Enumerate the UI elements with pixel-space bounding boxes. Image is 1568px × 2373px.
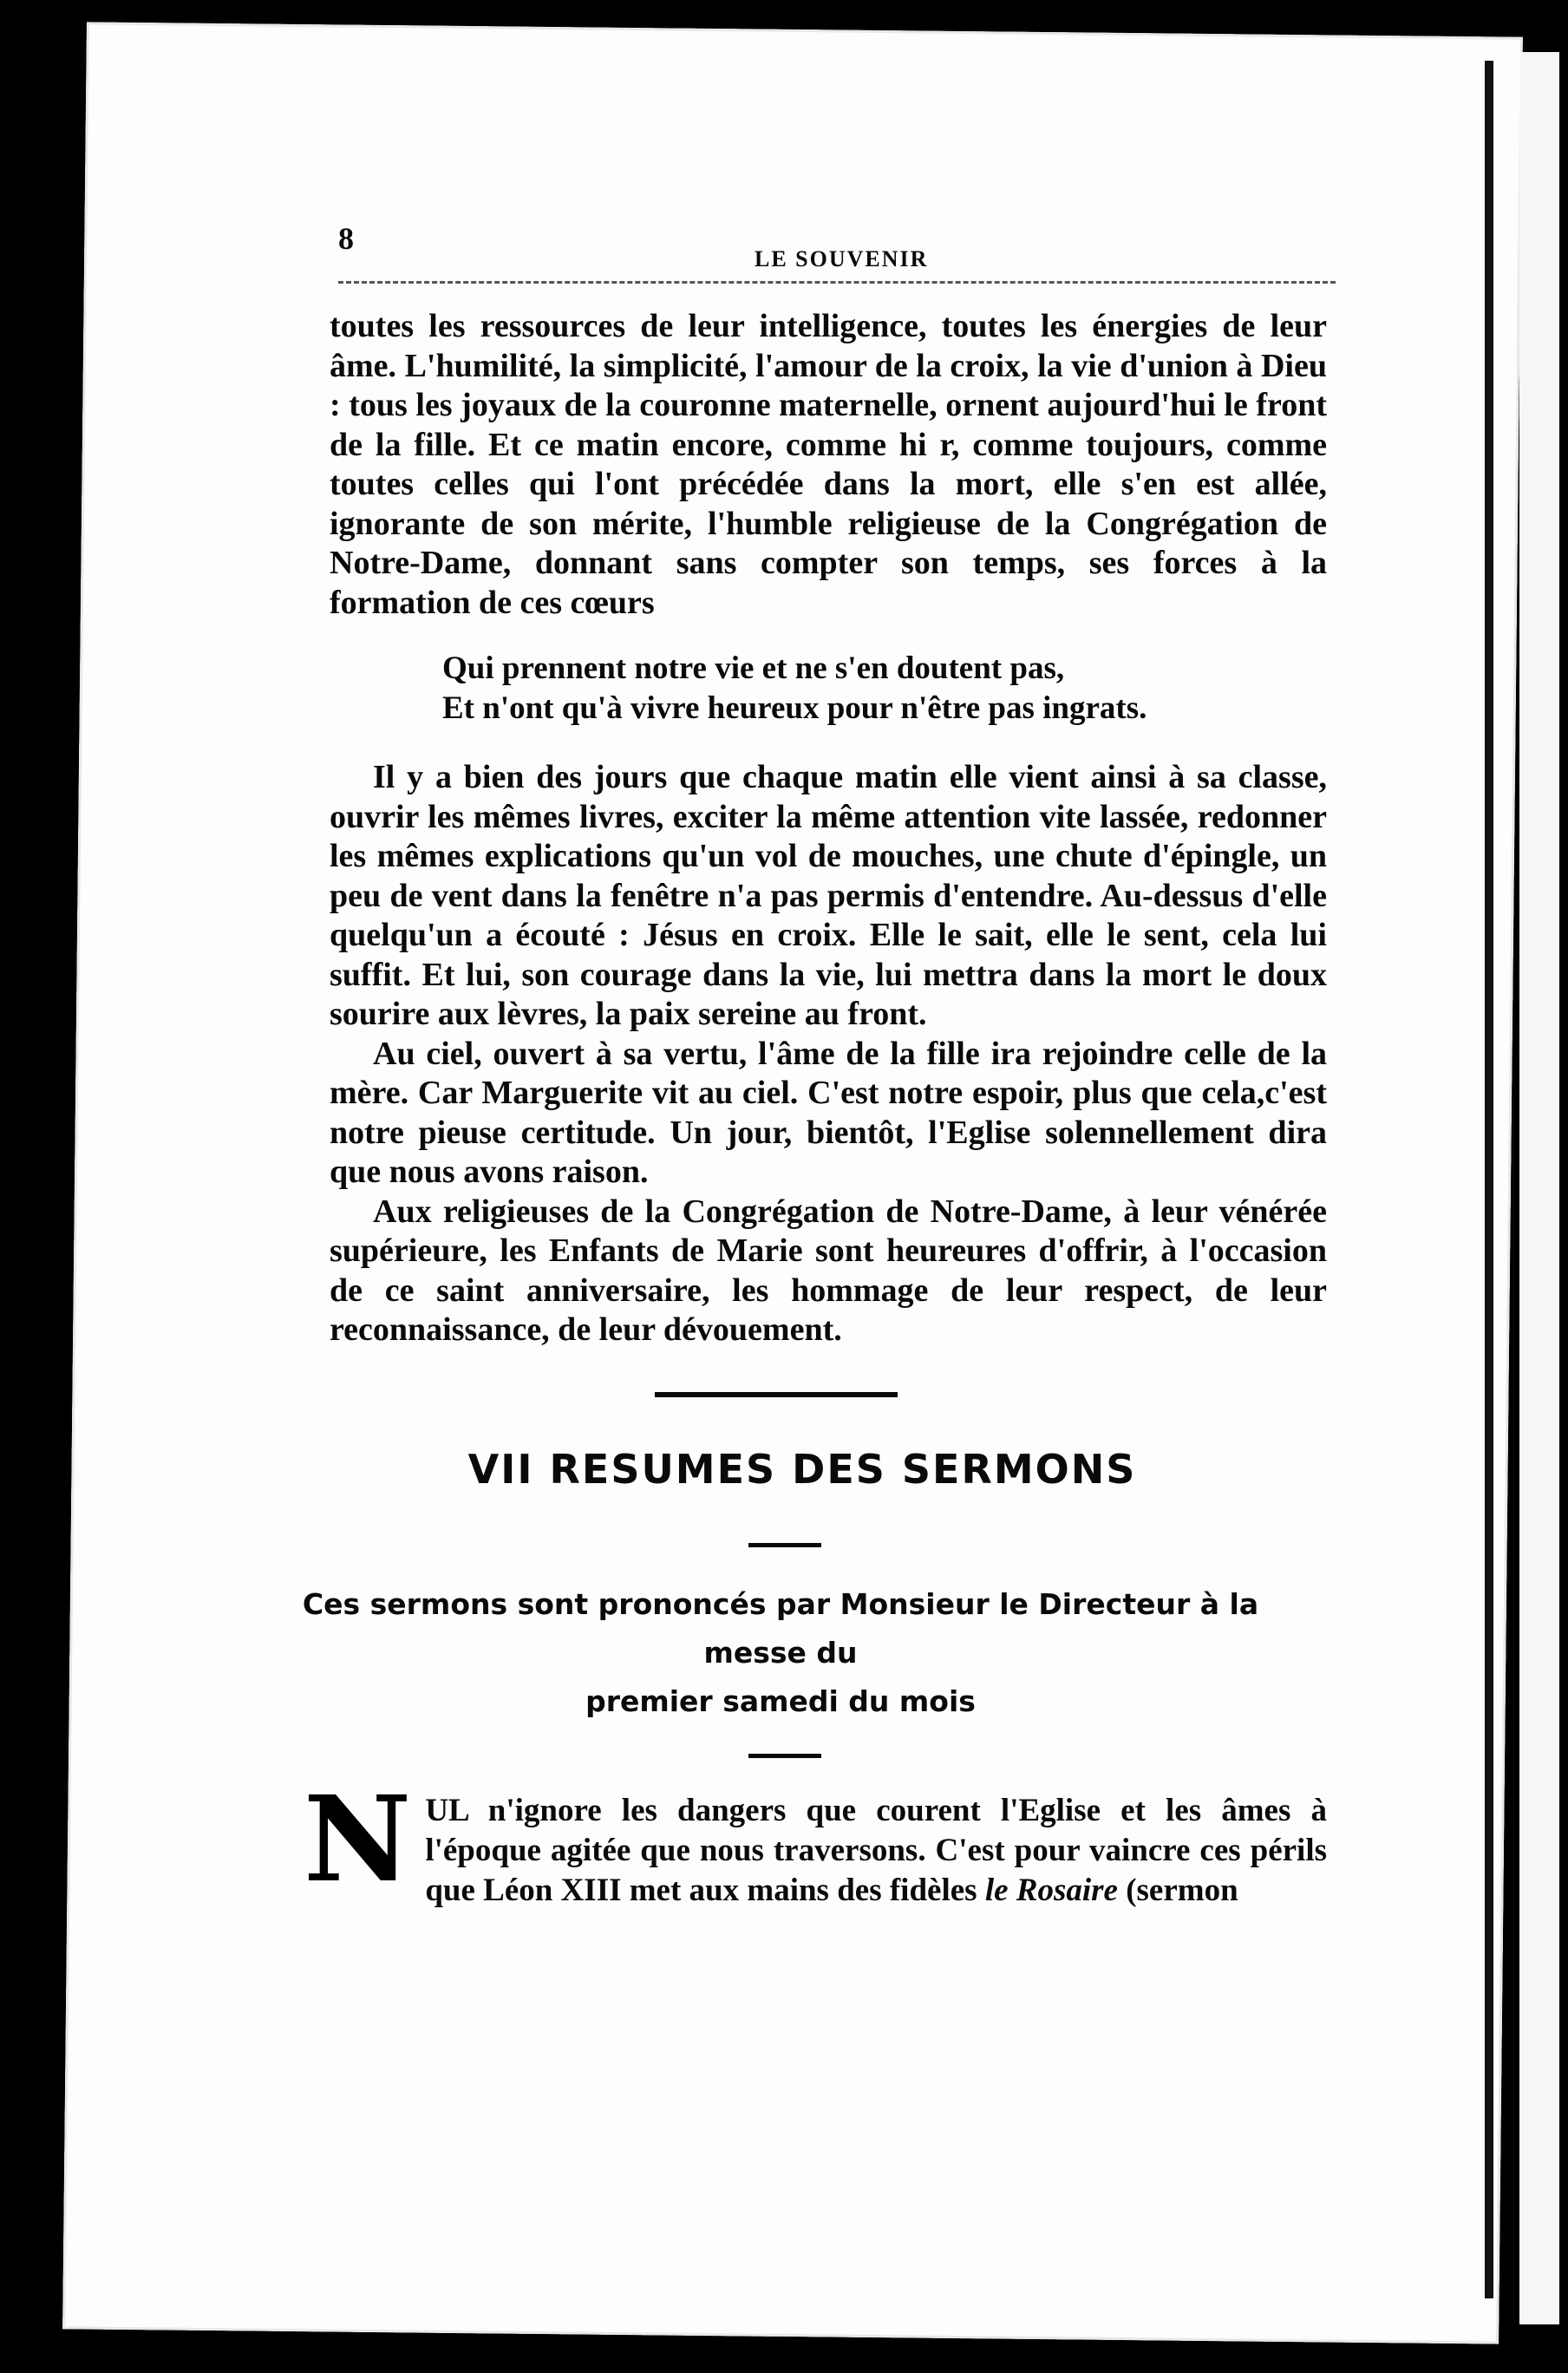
section-heading: VII RESUMES DES SERMONS xyxy=(467,1445,1137,1493)
adjacent-page xyxy=(1519,52,1559,2324)
header-rule xyxy=(338,281,1336,284)
running-head xyxy=(252,208,1327,276)
page-body xyxy=(252,276,1327,1911)
verse-quote xyxy=(442,649,1327,729)
opening-italic: le Rosaire xyxy=(984,1872,1118,1908)
subtitle-line: premier samedi du mois xyxy=(585,1683,976,1718)
running-title: LE SOUVENIR xyxy=(755,246,929,271)
verse-line: Qui prennent notre vie et ne s'en doutent pas, xyxy=(442,650,1065,686)
page-content xyxy=(252,208,1327,1911)
drop-cap-initial: N xyxy=(304,1769,412,1909)
sermon-opening-paragraph xyxy=(304,1769,1327,1911)
paragraph: Il y a bien des jours que chaque matin elle vient ainsi à sa classe, ouvrir les mêmes livres, exciter la même attention vite lassée, redonner les mêmes explications qu'un vol de mouches, une chute d'épingle, un peu de vent dans la fenêtre n'a pas permis d'entendre. Au-dessus d'elle quelqu'un a écouté : Jésus en croix. Elle le sait, elle le sent, cela lui suffit. Et lui, son courage dans la vie, lui mettra dans la mort le doux sourire aux lèvres, la paix sereine au front. xyxy=(330,759,1327,1032)
section-subtitle xyxy=(269,1580,1292,1726)
paragraph: Aux religieuses de la Congrégation de Notre-Dame, à leur vénérée supérieure, les Enfants de Marie sont heureures d'offrir, à l'occasion de ce saint anniversaire, les hommage de leur respect, de leur reconnaissance, de leur dévouement. xyxy=(330,1193,1327,1348)
verse-line: Et n'ont qu'à vivre heureux pour n'être pas ingrats. xyxy=(442,690,1147,726)
paragraph-continued: toutes les ressources de leur intelligence, toutes les énergies de leur âme. L'humilité, la simplicité, l'amour de la croix, la vie d'union à Dieu : tous les joyaux de la couronne maternelle, ornent aujourd'hui le front de la fille. Et ce matin encore, comme hi r, comme toujours, comme toutes celles qui l'ont précédée dans la mort, elle s'en est allée, ignorante de son mérite, l'humble religieuse de la Congrégation de Notre-Dame, donnant sans compter son temps, ses forces à la formation de ces cœurs xyxy=(330,308,1327,621)
opening-text: UL n'ignore les dangers que courent l'Eglise et les âmes à l'époque agitée que nous traversons. C'est pour vaincre ces périls que Léon XIII met aux mains des fidèles xyxy=(425,1792,1327,1908)
adjacent-page-edge xyxy=(1485,61,1493,2298)
subtitle-rule xyxy=(748,1754,821,1758)
opening-tail: (sermon xyxy=(1117,1872,1238,1908)
subtitle-line: Ces sermons sont prononcés par Monsieur le Directeur à la messe du xyxy=(302,1586,1259,1670)
page-number: 8 xyxy=(338,221,354,256)
paragraph: Au ciel, ouvert à sa vertu, l'âme de la fille ira rejoindre celle de la mère. Car Marguerite vit au ciel. C'est notre espoir, plus que cela,c'est notre pieuse certitude. Un jour, bientôt, l'Eglise solennellement dira que nous avons raison. xyxy=(330,1035,1327,1190)
section-separator xyxy=(655,1392,898,1397)
heading-rule xyxy=(748,1543,821,1547)
